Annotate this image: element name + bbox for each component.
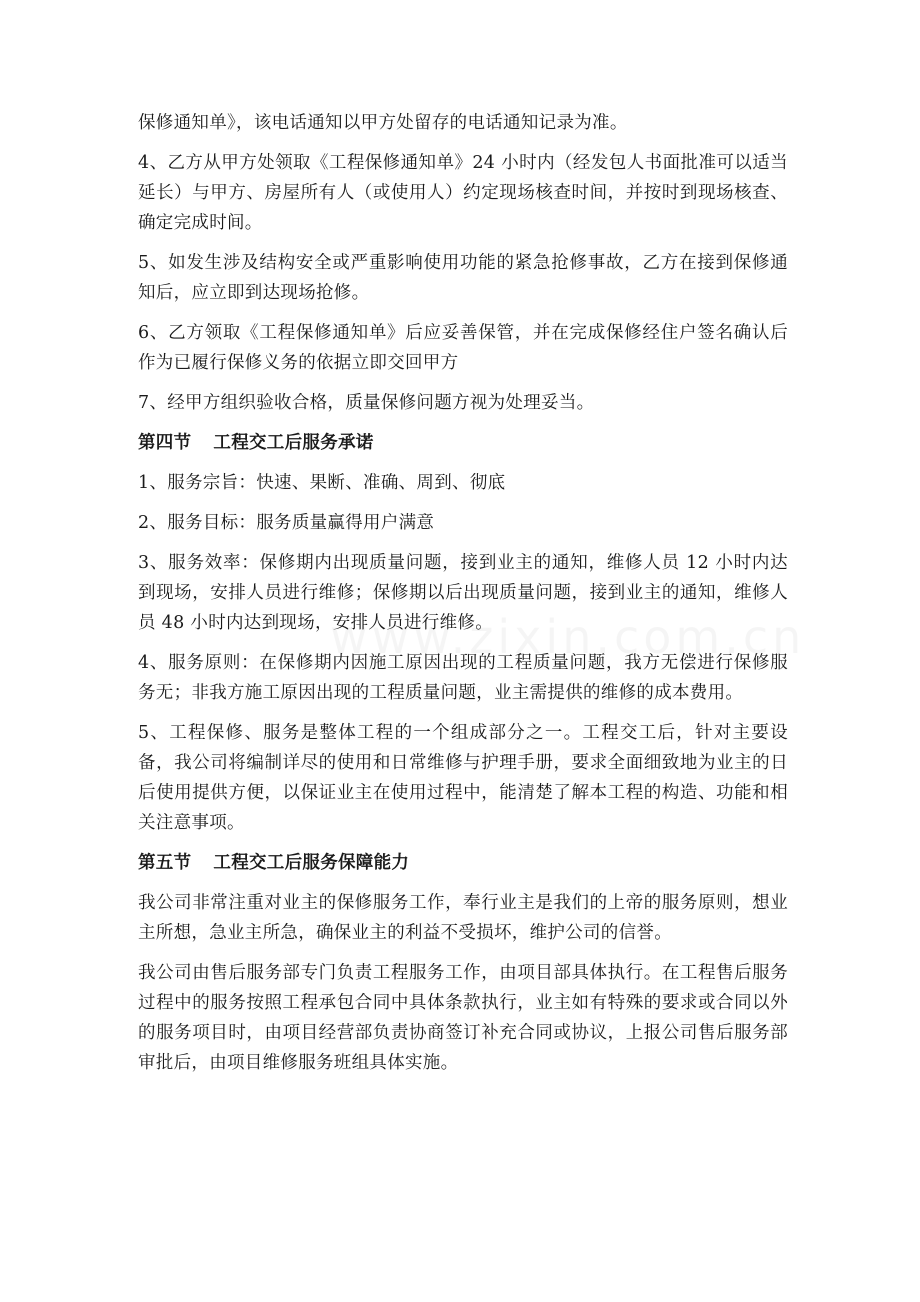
service-goal: 2、服务目标：服务质量赢得用户满意 [138, 513, 435, 533]
service-principle: 4、服务原则：在保修期内因施工原因出现的工程质量问题，我方无偿进行保修服务无；非我方施工原因出现的工程质量问题，业主需提供的维修的成本费用。 [138, 653, 788, 703]
paragraph-item-4: 4、乙方从甲方处领取《工程保修通知单》24 小时内（经发包人书面批准可以适当延长）与甲方、房屋所有人（或使用人）约定现场核查时间，并按时到现场核查、确定完成时间。 [138, 153, 788, 233]
guarantee-paragraph-2: 我公司由售后服务部专门负责工程服务工作，由项目部具体执行。在工程售后服务过程中的服务按照工程承包合同中具体条款执行，业主如有特殊的要求或合同以外的服务项目时，由项目经营部负责协商签订补充合同或协议，上报公司售后服务部审批后，由项目维修服务班组具体实施。 [138, 963, 788, 1073]
service-efficiency: 3、服务效率：保修期内出现质量问题，接到业主的通知，维修人员 12 小时内达到现场，安排人员进行维修；保修期以后出现质量问题，接到业主的通知，维修人员 48 小时内达到现场，安排人员进行维修。 [138, 553, 788, 633]
watermark-text [330, 610, 805, 664]
section-4-number: 第四节 [138, 433, 192, 453]
service-component: 5、工程保修、服务是整体工程的一个组成部分之一。工程交工后，针对主要设备，我公司将编制详尽的使用和日常维修与护理手册，要求全面细致地为业主的日后使用提供方便，以保证业主在使用过程中，能清楚了解本工程的构造、功能和相关注意事项。 [138, 723, 788, 833]
paragraph-item-6: 6、乙方领取《工程保修通知单》后应妥善保管，并在完成保修经住户签名确认后作为已履行保修义务的依据立即交回甲方 [138, 323, 788, 373]
service-purpose: 1、服务宗旨：快速、果断、准确、周到、彻底 [138, 473, 506, 493]
document-page [138, 108, 788, 1088]
section-4-title: 工程交工后服务承诺 [213, 433, 374, 453]
paragraph-item-5: 5、如发生涉及结构安全或严重影响使用功能的紧急抢修事故，乙方在接到保修通知后，应立即到达现场抢修。 [138, 253, 788, 303]
guarantee-paragraph-1: 我公司非常注重对业主的保修服务工作，奉行业主是我们的上帝的服务原则，想业主所想，急业主所急，确保业主的利益不受损坏，维护公司的信誉。 [138, 893, 788, 943]
section-5-heading [138, 848, 788, 878]
section-5-title: 工程交工后服务保障能力 [213, 853, 410, 873]
section-4-heading [138, 428, 788, 458]
section-5-number: 第五节 [138, 853, 192, 873]
paragraph-item-7: 7、经甲方组织验收合格，质量保修问题方视为处理妥当。 [138, 393, 595, 413]
paragraph-notice-continuation: 保修通知单》，该电话通知以甲方处留存的电话通知记录为准。 [138, 113, 628, 133]
